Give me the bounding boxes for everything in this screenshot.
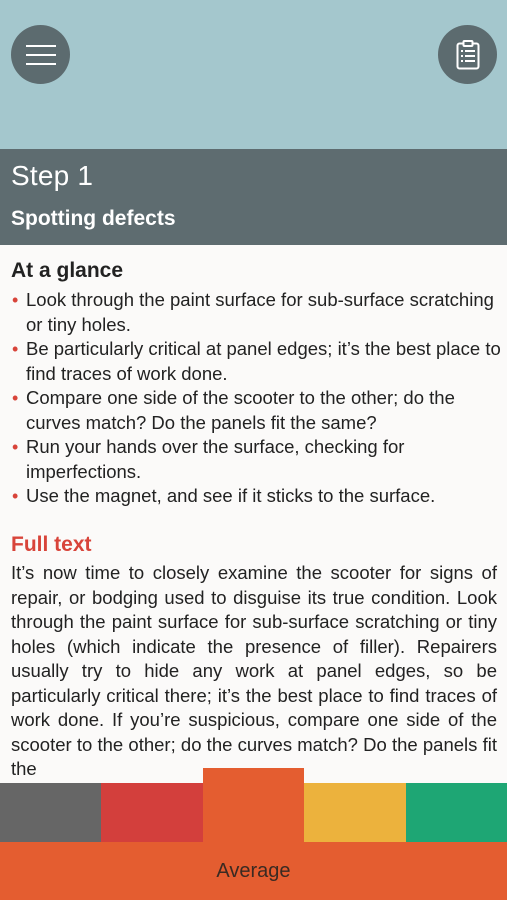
rating-result-label: Average (216, 859, 291, 882)
bullet-icon: • (12, 486, 19, 506)
list-item: • Run your hands over the surface, checking for imperfections. (12, 436, 405, 482)
rating-option-4[interactable] (304, 783, 405, 842)
bullet-icon: • (12, 290, 19, 310)
content-scroll-area[interactable] (0, 245, 507, 783)
at-a-glance-list (11, 288, 501, 509)
top-bar (0, 0, 507, 149)
full-text-body: It’s now time to closely examine the scooter for signs of repair, or bodging used to disguise its true condition. Look through the paint surface for sub-surface scratching or tiny holes (which indicate the presence of filler). Repairers usually try to hide any work at panel edges, so be particularly critical there; it’s the best place to find traces of work done. If you’re suspicious, compare one side of the scooter to the other; do the curves match? Do the panels fit the (11, 562, 497, 779)
rating-selected-indicator[interactable] (203, 768, 304, 843)
checklist-button[interactable] (438, 25, 497, 84)
rating-result-bar (0, 842, 507, 900)
at-a-glance-heading: At a glance (11, 259, 124, 282)
rating-option-5[interactable] (406, 783, 507, 842)
list-item: • Be particularly critical at panel edges; it’s the best place to find traces of work done. (12, 338, 501, 384)
clipboard-list-icon (456, 40, 480, 70)
list-item: • Use the magnet, and see if it sticks to the surface. (11, 484, 501, 509)
hamburger-menu-icon (26, 44, 56, 66)
rating-option-1[interactable] (0, 783, 101, 842)
menu-button[interactable] (11, 25, 70, 84)
bullet-icon: • (12, 339, 19, 359)
list-item: • Compare one side of the scooter to the other; do the curves match? Do the panels fit the same? (12, 387, 455, 433)
list-item: • Look through the paint surface for sub-surface scratching or tiny holes. (12, 289, 494, 335)
rating-option-2[interactable] (101, 783, 202, 842)
full-text-heading: Full text (11, 533, 92, 556)
bullet-icon: • (12, 388, 19, 408)
bullet-icon: • (12, 437, 19, 457)
step-number: Step 1 (11, 160, 94, 191)
step-title: Spotting defects (11, 207, 176, 230)
